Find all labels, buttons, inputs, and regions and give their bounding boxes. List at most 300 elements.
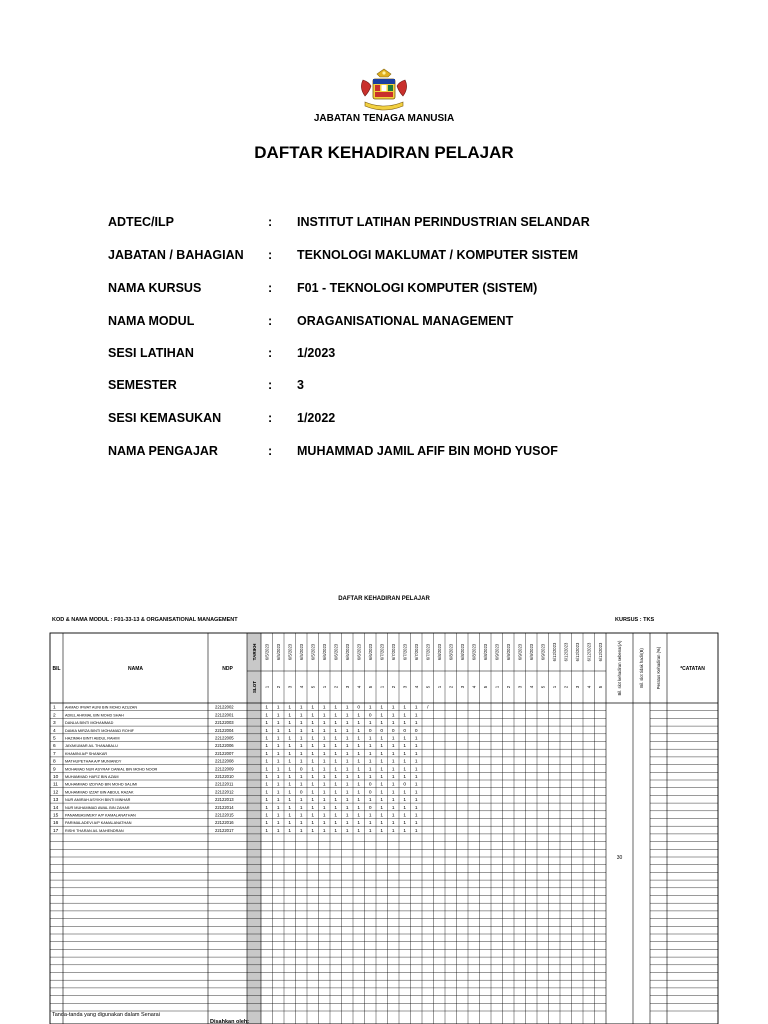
attendance-mark: 1 — [345, 713, 349, 719]
attendance-mark: 1 — [380, 821, 384, 827]
attendance-mark: 1 — [276, 821, 280, 827]
info-label: NAMA KURSUS — [108, 281, 202, 295]
attendance-mark: 0 — [368, 728, 372, 734]
attendance-mark: 1 — [391, 767, 395, 773]
student-bil: 10 — [53, 775, 59, 780]
attendance-mark: 1 — [334, 775, 338, 780]
info-value: MUHAMMAD JAMIL AFIF BIN MOHD YUSOF — [297, 444, 558, 458]
attendance-mark: 1 — [414, 805, 418, 811]
attendance-mark: 0 — [403, 782, 407, 788]
student-ndp: 22122009 — [215, 766, 234, 772]
attendance-mark: 1 — [299, 813, 303, 819]
attendance-mark: 1 — [311, 728, 315, 734]
student-ndp: 22122003 — [215, 720, 234, 726]
slot-number: 2 — [448, 685, 454, 689]
attendance-mark: / — [427, 705, 429, 711]
date-header: 6/5/2023 — [275, 643, 281, 661]
slot-number: 2 — [390, 685, 396, 689]
student-bil: 14 — [53, 805, 59, 811]
attendance-mark: 1 — [311, 813, 315, 819]
slot-number: 5 — [425, 685, 431, 689]
attendance-mark: 1 — [288, 782, 292, 788]
attendance-mark: 1 — [299, 721, 303, 727]
attendance-mark: 1 — [334, 767, 338, 773]
student-name: PARIMALADEVI A/P KAMALANATHAN — [65, 821, 132, 826]
attendance-mark: 1 — [276, 713, 280, 719]
attendance-mark: 1 — [265, 813, 269, 819]
attendance-mark: 1 — [288, 705, 292, 711]
attendance-mark: 1 — [311, 782, 315, 788]
attendance-mark: 1 — [311, 767, 315, 773]
date-header: 6/6/2023 — [356, 643, 362, 661]
date-header: 6/12/2023 — [586, 642, 592, 662]
attendance-mark: 1 — [345, 828, 349, 834]
attendance-mark: 0 — [368, 790, 372, 796]
attendance-mark: 1 — [345, 813, 349, 819]
attendance-mark: 1 — [322, 828, 326, 834]
attendance-mark: 1 — [403, 705, 407, 711]
attendance-mark: 1 — [322, 775, 326, 780]
attendance-mark: 0 — [299, 790, 303, 796]
student-bil: 16 — [53, 821, 59, 827]
student-ndp: 22122007 — [215, 750, 234, 756]
attendance-mark: 1 — [403, 821, 407, 827]
attendance-mark: 1 — [299, 828, 303, 834]
attendance-mark: 1 — [380, 790, 384, 796]
slot-number: 3 — [402, 685, 408, 689]
attendance-mark: 1 — [265, 744, 269, 750]
attendance-mark: 1 — [299, 821, 303, 827]
attendance-mark: 1 — [414, 790, 418, 796]
col-header-slot: SLOT — [251, 681, 257, 693]
attendance-mark: 1 — [357, 744, 361, 750]
agency-name: JABATAN TENAGA MANUSIA — [313, 113, 455, 124]
attendance-mark: 1 — [345, 821, 349, 827]
attendance-mark: 1 — [345, 782, 349, 788]
student-name: PANAMBASWERY A/P KAMALANATHAN — [65, 813, 136, 818]
slot-number: 4 — [298, 685, 304, 689]
attendance-mark: 1 — [311, 751, 315, 757]
student-name: NUR MUHAMMAD AWAL BIN ZAHAR — [65, 805, 130, 810]
col-header-tarikh: TARIKH — [251, 643, 257, 661]
student-ndp: 22122006 — [215, 743, 234, 749]
attendance-mark: 1 — [276, 705, 280, 711]
attendance-mark: 1 — [391, 705, 395, 711]
attendance-title: DAFTAR KEHADIRAN PELAJAR — [338, 596, 430, 602]
attendance-mark: 1 — [265, 821, 269, 827]
student-ndp: 22122005 — [215, 735, 234, 741]
attendance-mark: 0 — [403, 728, 407, 734]
attendance-mark: 1 — [334, 759, 338, 765]
student-bil: 15 — [53, 813, 59, 819]
attendance-mark: 1 — [322, 736, 326, 742]
student-bil: 9 — [53, 767, 56, 773]
date-header: 6/5/2023 — [287, 643, 293, 661]
student-bil: 11 — [53, 782, 58, 788]
attendance-mark: 1 — [265, 713, 269, 719]
attendance-mark: 1 — [403, 798, 407, 804]
attendance-mark: 1 — [288, 713, 292, 719]
slot-number: 4 — [528, 685, 534, 689]
attendance-mark: 1 — [368, 705, 372, 711]
date-header: 6/6/2023 — [344, 643, 350, 661]
attendance-mark: 1 — [265, 736, 269, 742]
attendance-mark: 1 — [276, 798, 280, 804]
date-header: 6/6/2023 — [321, 643, 327, 661]
attendance-mark: 1 — [380, 775, 384, 780]
attendance-mark: 1 — [368, 736, 372, 742]
student-name: KHAMINI A/P SHANKAR — [65, 751, 108, 756]
info-value: F01 - TEKNOLOGI KOMPUTER (SISTEM) — [297, 281, 538, 295]
attendance-mark: 1 — [322, 821, 326, 827]
attendance-mark: 1 — [299, 713, 303, 719]
attendance-mark: 1 — [368, 767, 372, 773]
attendance-mark: 1 — [414, 828, 418, 834]
student-ndp: 22122004 — [215, 727, 234, 733]
attendance-mark: 1 — [322, 721, 326, 727]
attendance-mark: 1 — [334, 821, 338, 827]
attendance-mark: 1 — [345, 790, 349, 796]
attendance-mark: 1 — [380, 782, 384, 788]
attendance-mark: 1 — [311, 744, 315, 750]
info-colon: : — [268, 281, 273, 295]
attendance-mark: 1 — [368, 813, 372, 819]
student-name: MUHAMMAD HAFIZ BIN AZAM — [65, 775, 119, 779]
attendance-mark: 1 — [276, 790, 280, 796]
attendance-mark: 1 — [276, 805, 280, 811]
info-colon: : — [268, 411, 273, 425]
student-ndp: 22122001 — [215, 712, 234, 718]
attendance-mark: 1 — [334, 798, 338, 804]
date-header: 6/8/2023 — [482, 643, 488, 661]
col-header-ndp: NDP — [222, 666, 233, 672]
student-bil: 12 — [53, 790, 59, 796]
date-header: 6/12/2023 — [597, 642, 603, 662]
info-label: SESI KEMASUKAN — [108, 411, 222, 425]
attendance-mark: 1 — [357, 728, 361, 734]
attendance-mark: 1 — [403, 805, 407, 811]
slot-number: 3 — [574, 685, 580, 689]
attendance-mark: 1 — [288, 744, 292, 750]
attendance-mark: 1 — [368, 744, 372, 750]
attendance-mark: 1 — [391, 721, 395, 727]
slot-number: 2 — [275, 685, 281, 689]
attendance-mark: 1 — [380, 721, 384, 727]
info-colon: : — [268, 378, 273, 392]
student-name: DANLIA BINTI MOHAMMAD — [65, 721, 114, 726]
attendance-mark: 1 — [414, 751, 418, 757]
attendance-mark: 1 — [265, 728, 269, 734]
attendance-mark: 1 — [414, 775, 418, 780]
date-header: 6/7/2023 — [390, 643, 396, 661]
attendance-mark: 1 — [299, 751, 303, 757]
date-header: 6/12/2023 — [563, 642, 569, 662]
attendance-mark: 1 — [299, 759, 303, 765]
attendance-mark: 1 — [357, 751, 361, 757]
col-header-bil: BIL — [52, 666, 61, 672]
date-header: 6/8/2023 — [471, 643, 477, 661]
student-ndp: 22122014 — [215, 804, 234, 810]
attendance-mark: 1 — [288, 798, 292, 804]
attendance-mark: 1 — [334, 736, 338, 742]
attendance-mark: 1 — [322, 813, 326, 819]
verified-by-label: Disahkan oleh: — [210, 1019, 250, 1024]
attendance-mark: 0 — [368, 713, 372, 719]
attendance-mark: 0 — [299, 767, 303, 773]
attendance-mark: 1 — [414, 813, 418, 819]
info-label: NAMA PENGAJAR — [108, 444, 218, 458]
attendance-mark: 1 — [414, 744, 418, 750]
slot-number: 1 — [551, 685, 557, 689]
info-colon: : — [268, 346, 273, 360]
attendance-mark: 1 — [322, 782, 326, 788]
attendance-mark: 1 — [391, 813, 395, 819]
attendance-mark: 1 — [357, 805, 361, 811]
date-header: 6/6/2023 — [333, 643, 339, 661]
attendance-mark: 1 — [265, 759, 269, 765]
info-value: 1/2022 — [297, 411, 336, 425]
attendance-mark: 1 — [357, 813, 361, 819]
attendance-mark: 1 — [265, 775, 269, 780]
attendance-mark: 1 — [380, 767, 384, 773]
student-name: NUR AMIRAH ASYIKH BINTI MINHAR — [65, 798, 131, 803]
student-bil: 8 — [53, 759, 56, 765]
attendance-mark: 1 — [357, 775, 361, 780]
student-bil: 17 — [53, 828, 59, 834]
slot-number: 4 — [413, 685, 419, 689]
student-name: RISHI THARAN A/L MAHENDRAN — [65, 828, 124, 833]
attendance-mark: 1 — [334, 713, 338, 719]
attendance-mark: 1 — [276, 744, 280, 750]
attendance-mark: 1 — [357, 790, 361, 796]
attendance-mark: 1 — [311, 721, 315, 727]
attendance-mark: 1 — [391, 821, 395, 827]
info-label: NAMA MODUL — [108, 314, 195, 328]
slot-number: 5 — [367, 685, 373, 689]
attendance-mark: 1 — [403, 767, 407, 773]
attendance-mark: 1 — [334, 782, 338, 788]
attendance-mark: 1 — [322, 767, 326, 773]
attendance-mark: 1 — [357, 767, 361, 773]
attendance-mark: 1 — [276, 721, 280, 727]
attendance-mark: 1 — [414, 759, 418, 765]
student-ndp: 22122011 — [215, 781, 234, 787]
attendance-mark: 1 — [276, 782, 280, 788]
attendance-mark: 1 — [288, 728, 292, 734]
attendance-mark: 1 — [345, 798, 349, 804]
slot-number: 5 — [597, 685, 603, 689]
student-ndp: 22122010 — [215, 774, 234, 779]
student-ndp: 22122017 — [215, 827, 234, 833]
student-ndp: 22122012 — [215, 789, 234, 795]
student-name: MATHUPETHAA A/P MUNIANDY — [65, 759, 122, 764]
info-colon: : — [268, 215, 273, 229]
attendance-mark: 1 — [357, 713, 361, 719]
attendance-mark: 1 — [403, 751, 407, 757]
attendance-mark: 1 — [334, 813, 338, 819]
slot-number: 1 — [436, 685, 442, 689]
attendance-mark: 1 — [334, 790, 338, 796]
attendance-mark: 1 — [414, 821, 418, 827]
date-header: 6/12/2023 — [574, 642, 580, 662]
attendance-mark: 1 — [334, 744, 338, 750]
attendance-mark: 1 — [380, 759, 384, 765]
attendance-mark: 1 — [414, 705, 418, 711]
info-label: ADTEC/ILP — [108, 215, 174, 229]
attendance-mark: 1 — [403, 736, 407, 742]
attendance-mark: 1 — [288, 813, 292, 819]
attendance-mark: 1 — [414, 713, 418, 719]
attendance-mark: 1 — [311, 828, 315, 834]
attendance-mark: 1 — [299, 775, 303, 780]
date-header: 6/5/2023 — [310, 643, 316, 661]
attendance-mark: 1 — [299, 736, 303, 742]
info-label: SESI LATIHAN — [108, 346, 194, 360]
attendance-mark: 1 — [345, 744, 349, 750]
attendance-mark: 1 — [322, 744, 326, 750]
date-header: 6/9/2023 — [505, 643, 511, 661]
attendance-mark: 1 — [299, 728, 303, 734]
attendance-mark: 1 — [403, 813, 407, 819]
student-ndp: 22122015 — [215, 812, 234, 818]
attendance-mark: 1 — [380, 798, 384, 804]
attendance-mark: 1 — [265, 751, 269, 757]
col-header-nama: NAMA — [128, 666, 143, 672]
info-value: INSTITUT LATIHAN PERINDUSTRIAN SELANDAR — [297, 215, 590, 229]
attendance-mark: 1 — [357, 759, 361, 765]
attendance-mark: 1 — [368, 751, 372, 757]
student-ndp: 22122008 — [215, 758, 234, 764]
module-code-line: KOD & NAMA MODUL : F01-33-13 & ORGANISATIONAL MANAGEMENT — [52, 617, 238, 623]
attendance-mark: 1 — [288, 775, 292, 780]
legend-note: Tanda-tanda yang digunakan dalam Senarai — [52, 1012, 160, 1018]
student-name: MUHAMMAD IZZAT BIN ABDUL RAZAK — [65, 790, 134, 795]
attendance-mark: 1 — [368, 828, 372, 834]
slot-number: 1 — [494, 685, 500, 689]
date-header: 6/7/2023 — [413, 643, 419, 661]
attendance-mark: 1 — [368, 821, 372, 827]
info-label: SEMESTER — [108, 378, 177, 392]
attendance-mark: 1 — [322, 713, 326, 719]
attendance-mark: 1 — [345, 751, 349, 757]
attendance-mark: 1 — [357, 721, 361, 727]
attendance-mark: 1 — [288, 736, 292, 742]
course-code-line: KURSUS : TKS — [615, 617, 655, 623]
attendance-mark: 1 — [311, 821, 315, 827]
date-header: 6/8/2023 — [448, 643, 454, 661]
attendance-mark: 1 — [391, 744, 395, 750]
attendance-mark: 1 — [311, 736, 315, 742]
date-header: 6/9/2023 — [494, 643, 500, 661]
attendance-mark: 1 — [368, 759, 372, 765]
attendance-mark: 1 — [311, 713, 315, 719]
info-colon: : — [268, 248, 273, 262]
attendance-mark: 1 — [311, 705, 315, 711]
attendance-mark: 1 — [265, 828, 269, 834]
attendance-mark: 1 — [276, 813, 280, 819]
attendance-mark: 1 — [322, 728, 326, 734]
attendance-mark: 1 — [414, 798, 418, 804]
attendance-mark: 1 — [380, 744, 384, 750]
attendance-mark: 1 — [311, 790, 315, 796]
date-header: 6/9/2023 — [540, 643, 546, 661]
attendance-mark: 1 — [334, 705, 338, 711]
slot-number: 4 — [356, 685, 362, 689]
attendance-mark: 1 — [403, 828, 407, 834]
attendance-mark: 1 — [288, 721, 292, 727]
attendance-mark: 1 — [391, 759, 395, 765]
slot-number: 1 — [264, 685, 270, 689]
attendance-mark: 1 — [357, 782, 361, 788]
attendance-mark: 1 — [414, 782, 418, 788]
student-ndp: 22122002 — [215, 704, 234, 710]
attendance-mark: 1 — [403, 713, 407, 719]
attendance-mark: 1 — [288, 790, 292, 796]
date-header: 6/6/2023 — [367, 643, 373, 661]
attendance-mark: 1 — [380, 828, 384, 834]
attendance-mark: 1 — [334, 805, 338, 811]
student-ndp: 22122013 — [215, 797, 234, 803]
attendance-mark: 1 — [345, 736, 349, 742]
attendance-mark: 1 — [322, 805, 326, 811]
slot-number: 3 — [459, 685, 465, 689]
info-colon: : — [268, 314, 273, 328]
attendance-mark: 1 — [414, 721, 418, 727]
attendance-mark: 1 — [403, 790, 407, 796]
attendance-mark: 1 — [276, 728, 280, 734]
attendance-mark: 1 — [288, 759, 292, 765]
attendance-mark: 1 — [403, 721, 407, 727]
attendance-mark: 1 — [380, 813, 384, 819]
attendance-mark: 1 — [380, 736, 384, 742]
info-value: 1/2023 — [297, 346, 336, 360]
attendance-mark: 1 — [265, 767, 269, 773]
student-bil: 3 — [53, 721, 56, 727]
student-name: JAYAKUMAR A/L THANABALU — [65, 744, 118, 749]
attendance-mark: 1 — [391, 775, 395, 780]
date-header: 6/5/2023 — [298, 643, 304, 661]
date-header: 6/9/2023 — [517, 643, 523, 661]
student-bil: 6 — [53, 744, 56, 750]
info-value: ORAGANISATIONAL MANAGEMENT — [297, 314, 514, 328]
attendance-mark: 1 — [345, 805, 349, 811]
attendance-mark: 1 — [288, 805, 292, 811]
attendance-mark: 1 — [265, 798, 269, 804]
attendance-mark: 0 — [357, 705, 361, 711]
attendance-mark: 1 — [276, 751, 280, 757]
student-name: ADIEL AHKMAL BIN MOHD SHAH — [65, 713, 124, 718]
student-name: MOHAMAD NUR ASYRAF DANIAL BIN MOHD NOOR — [65, 767, 158, 772]
attendance-mark: 1 — [403, 775, 407, 780]
slot-number: 4 — [586, 685, 592, 689]
slot-number: 5 — [540, 685, 546, 689]
attendance-mark: 1 — [345, 705, 349, 711]
attendance-mark: 1 — [391, 798, 395, 804]
attendance-mark: 0 — [414, 728, 418, 734]
slot-number: 2 — [563, 685, 569, 689]
student-bil: 1 — [53, 705, 56, 711]
attendance-mark: 1 — [391, 805, 395, 811]
date-header: 6/8/2023 — [459, 643, 465, 661]
student-bil: 7 — [53, 751, 56, 757]
attendance-mark: 1 — [380, 705, 384, 711]
attendance-mark: 1 — [380, 805, 384, 811]
attendance-mark: 1 — [311, 805, 315, 811]
student-bil: 5 — [53, 736, 56, 742]
attendance-mark: 1 — [403, 744, 407, 750]
attendance-mark: 1 — [368, 798, 372, 804]
attendance-mark: 1 — [414, 736, 418, 742]
